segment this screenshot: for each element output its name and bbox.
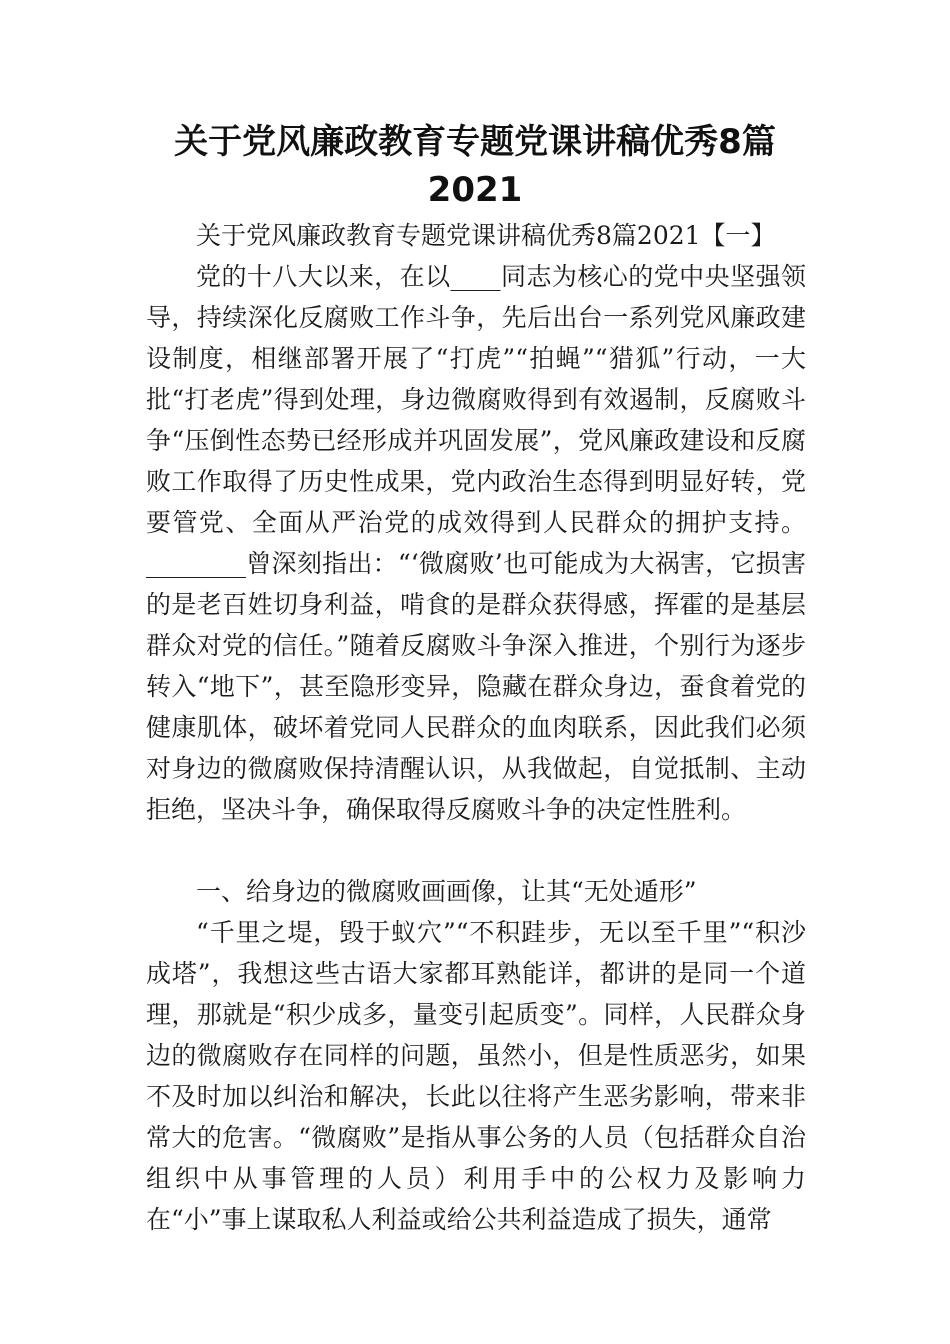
document-title-line-1: 关于党风廉政教育专题党课讲稿优秀8篇 — [174, 122, 776, 162]
body-paragraph-2: “千里之堤，毁于蚁穴”“不积跬步，无以至千里”“积沙成塔”，我想这些古语大家都耳熟能详，都讲的是同一个道理，那就是“积少成多，量变引起质变”。同样，人民群众身边的微腐败存在同样的问题，虽然小，但是性质恶劣，如果不及时加以纠治和解决，长此以往将产生恶劣影响，带来非常大的危害。“微腐败”是指从事公务的人员（包括群众自治组织中从事管理的人员）利用手中的公权力及影响力在“小”事上谋取私人利益或给公共利益造成了损失，通常 — [146, 918, 806, 1234]
body-paragraph-1: 党的十八大以来，在以____同志为核心的党中央坚强领导，持续深化反腐败工作斗争，先后出台一系列党风廉政建设制度，相继部署开展了“打虎”“拍蝇”“猎狐”行动，一大批“打老虎”得到处理，身边微腐败得到有效遏制，反腐败斗争“压倒性态势已经形成并巩固发展”，党风廉政建设和反腐败工作取得了历史性成果，党内政治生态得到明显好转，党要管党、全面从严治党的成效得到人民群众的拥护支持。________曾深刻指出：“‘微腐败’也可能成为大祸害，它损害的是老百姓切身利益，啃食的是群众获得感，挥霍的是基层群众对党的信任。”随着反腐败斗争深入推进，个别行为逐步转入“地下”，甚至隐形变异，隐藏在群众身边，蚕食着党的健康肌体，破坏着党同人民群众的血肉联系，因此我们必须对身边的微腐败保持清醒认识，从我做起，自觉抵制、主动拒绝，坚决斗争，确保取得反腐败斗争的决定性胜利。 — [146, 262, 806, 824]
document-title-line-2: 2021 — [427, 170, 523, 210]
section-subtitle: 关于党风廉政教育专题党课讲稿优秀8篇2021【一】 — [196, 221, 776, 250]
section-heading: 一、给身边的微腐败画画像，让其“无处遁形” — [196, 877, 697, 906]
document-body — [146, 215, 806, 1240]
